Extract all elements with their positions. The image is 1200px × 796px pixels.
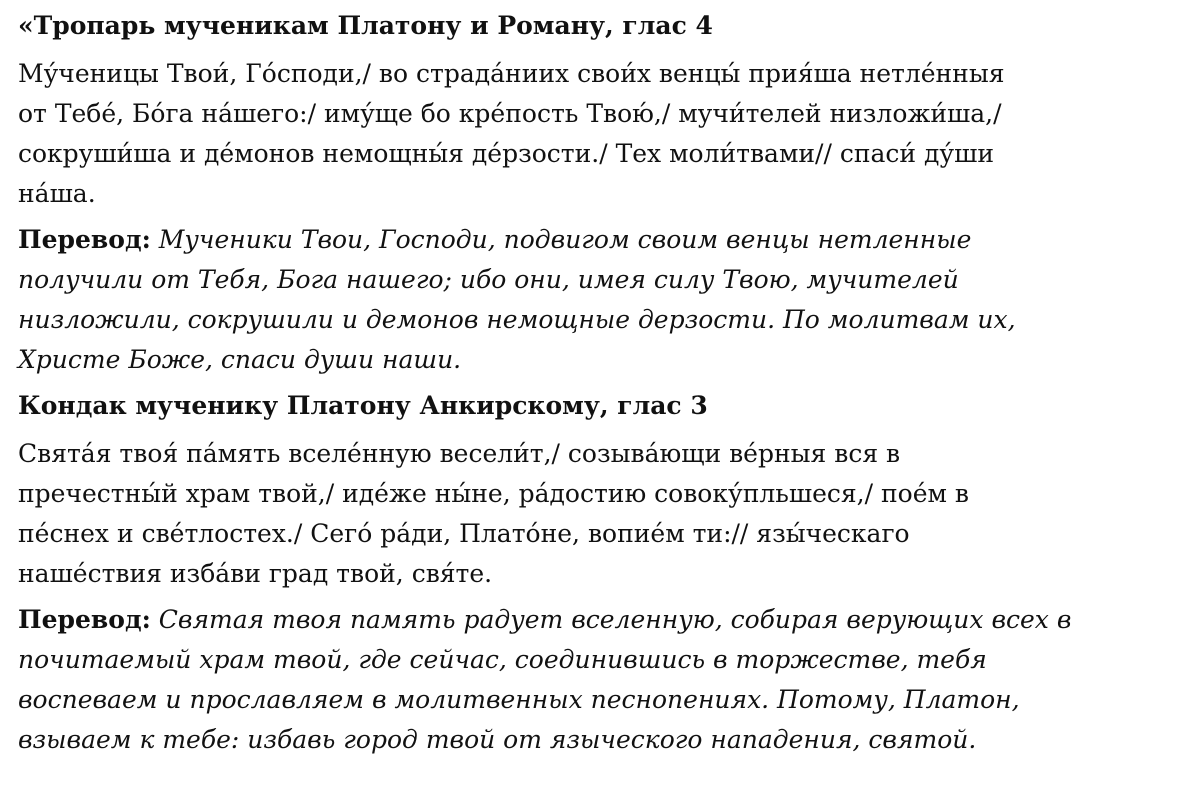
text-line: Свята́я твоя́ па́мять вселе́нную весели́т,/ созыва́ющи ве́рныя вся в bbox=[18, 439, 901, 468]
text-line: Му́ченицы Твои́, Го́споди,/ во страда́ниих свои́х венцы́ прия́ша нетле́нныя bbox=[18, 59, 1005, 88]
document-page bbox=[18, 6, 1186, 766]
text-line: от Тебе́, Бо́га на́шего:/ иму́ще бо кре́пость Твою́,/ мучи́телей низложи́ша,/ bbox=[18, 99, 1002, 128]
troparion-section bbox=[18, 6, 1186, 380]
troparion-text bbox=[18, 54, 1186, 214]
translation-line: Христе Боже, спаси души наши. bbox=[18, 345, 462, 374]
text-line: сокруши́ша и де́монов немощны́я де́рзости./ Тех моли́твами// спаси́ ду́ши bbox=[18, 139, 995, 168]
translation-line bbox=[18, 220, 1186, 260]
kontakion-text bbox=[18, 434, 1186, 594]
kontakion-heading: Кондак мученику Платону Анкирскому, глас 3 bbox=[18, 391, 708, 420]
text-line: наше́ствия изба́ви град твой, свя́те. bbox=[18, 559, 493, 588]
translation-line: низложили, сокрушили и демонов немощные дерзости. По молитвам их, bbox=[18, 305, 1016, 334]
translation-label: Перевод: bbox=[18, 605, 151, 634]
translation-line: почитаемый храм твой, где сейчас, соединившись в торжестве, тебя bbox=[18, 645, 987, 674]
troparion-heading: «Тропарь мученикам Платону и Роману, глас 4 bbox=[18, 11, 713, 40]
kontakion-section bbox=[18, 386, 1186, 760]
text-line: пречестны́й храм твой,/ иде́же ны́не, ра́достию совоку́пльшеся,/ пое́м в bbox=[18, 479, 969, 508]
kontakion-translation bbox=[18, 600, 1186, 760]
translation-line: воспеваем и прославляем в молитвенных песнопениях. Потому, Платон, bbox=[18, 685, 1020, 714]
translation-text: Святая твоя память радует вселенную, собирая верующих всех в bbox=[150, 605, 1072, 634]
text-line: на́ша. bbox=[18, 179, 96, 208]
translation-line: получили от Тебя, Бога нашего; ибо они, имея силу Твою, мучителей bbox=[18, 265, 959, 294]
translation-line bbox=[18, 600, 1186, 640]
translation-line: взываем к тебе: избавь город твой от языческого нападения, святой. bbox=[18, 725, 977, 754]
translation-text: Мученики Твои, Господи, подвигом своим венцы нетленные bbox=[150, 225, 972, 254]
troparion-translation bbox=[18, 220, 1186, 380]
text-line: пе́снех и све́тлостех./ Сего́ ра́ди, Плато́не, вопие́м ти:// язы́ческаго bbox=[18, 519, 910, 548]
translation-label: Перевод: bbox=[18, 225, 151, 254]
